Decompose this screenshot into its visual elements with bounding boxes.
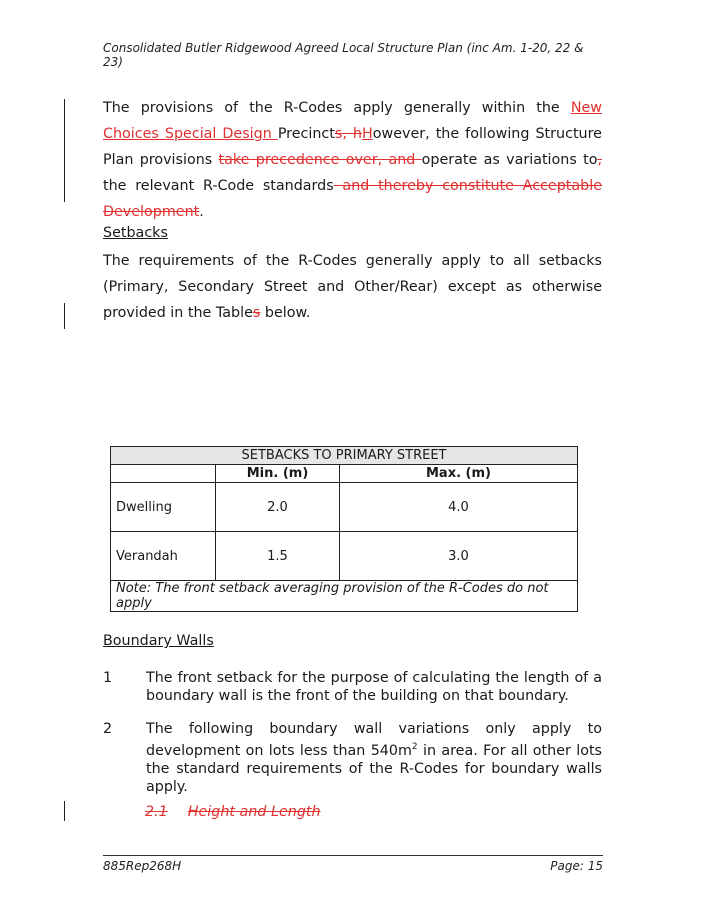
list-text-part: The following boundary wall variations only apply to development on lots less than 540m: [146, 721, 602, 759]
setbacks-heading: Setbacks: [103, 225, 168, 241]
table-row: [111, 483, 578, 532]
max-value: 3.0: [340, 532, 578, 581]
row-label: Dwelling: [111, 483, 216, 532]
table-title: SETBACKS TO PRIMARY STREET: [111, 447, 578, 465]
list-number: 1: [103, 670, 113, 686]
inserted-text: New Choices Special Design: [103, 100, 602, 142]
deleted-text: s: [252, 305, 261, 321]
deleted-subheading: [145, 804, 321, 820]
max-value: 4.0: [340, 483, 578, 532]
column-header-min: Min. (m): [216, 465, 340, 483]
table-row: [111, 532, 578, 581]
setbacks-text: below.: [260, 305, 311, 321]
inserted-text: H: [361, 126, 373, 142]
superscript: 2: [411, 742, 418, 752]
deleted-text: and thereby constitute Acceptable Development: [103, 178, 603, 220]
setbacks-table: [110, 446, 578, 612]
change-bar: [64, 303, 65, 329]
page-header: Consolidated Butler Ridgewood Agreed Local Structure Plan (inc Am. 1-20, 22 & 23): [103, 41, 584, 69]
deleted-text: s, h: [334, 126, 362, 142]
subheading-title: Height and Length: [187, 804, 321, 820]
intro-text: The provisions of the R-Codes apply generally within the: [103, 100, 571, 116]
list-item: [103, 720, 602, 796]
intro-text: .: [199, 204, 204, 220]
setbacks-text: The requirements of the R-Codes generally apply to all setbacks (Primary, Secondary Street and Other/Rear) except as otherwise provided in the Table: [103, 253, 602, 321]
list-text: [146, 720, 602, 796]
table-corner-cell: [111, 465, 216, 483]
min-value: 2.0: [216, 483, 340, 532]
change-bar: [64, 801, 65, 821]
min-value: 1.5: [216, 532, 340, 581]
subheading-number: 2.1: [145, 804, 168, 820]
intro-text: operate as variations to: [421, 152, 598, 168]
change-bar: [64, 99, 65, 202]
list-text: The front setback for the purpose of calculating the length of a boundary wall is the front of the building on that boundary.: [146, 670, 602, 704]
list-text-part: in area. For all other lots the standard requirements of the R-Codes for boundary walls apply.: [146, 742, 602, 795]
footer-divider: [103, 855, 603, 856]
list-number: 2: [103, 721, 113, 737]
page-number: Page: 15: [550, 859, 603, 873]
list-item: [103, 669, 602, 705]
intro-paragraph: [103, 95, 602, 225]
table-note: Note: The front setback averaging provision of the R-Codes do not apply: [111, 581, 578, 612]
boundary-walls-heading: Boundary Walls: [103, 633, 214, 649]
intro-text: owever, the following Structure Plan provisions: [103, 126, 602, 168]
row-label: Verandah: [111, 532, 216, 581]
document-reference: 885Rep268H: [103, 859, 182, 873]
intro-text: the relevant R-Code standards: [103, 178, 334, 194]
intro-text: Precinct: [277, 126, 335, 142]
deleted-text: take precedence over, and: [218, 152, 422, 168]
column-header-max: Max. (m): [340, 465, 578, 483]
deleted-text: ,: [597, 152, 602, 168]
setbacks-paragraph: [103, 248, 602, 326]
